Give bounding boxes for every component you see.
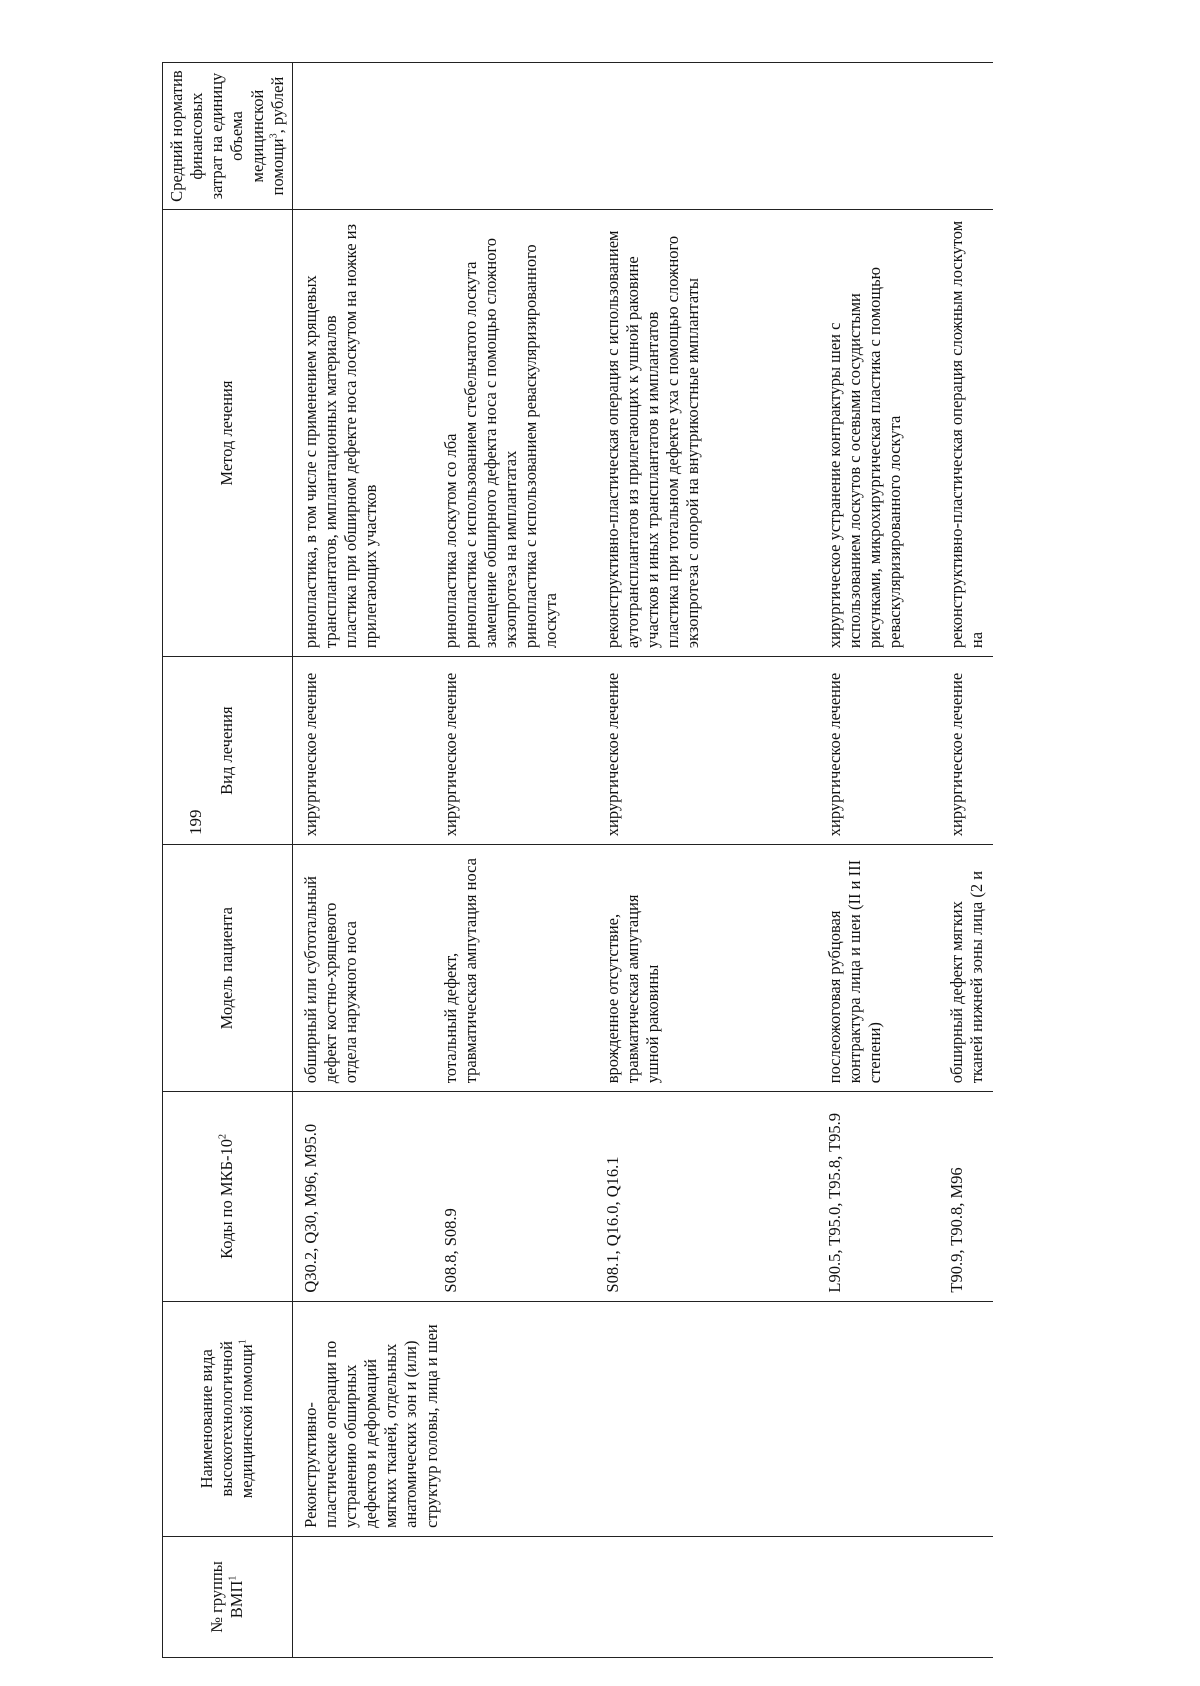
header-patient-model: Модель пациента	[163, 845, 293, 1092]
codes-cell: Q30.2, Q30, M96, M95.0	[292, 1092, 435, 1301]
method-item: ринопластика с использованием реваскуляризированного лоскута	[521, 244, 561, 649]
model-cell: обширный дефект мягких тканей нижней зоны лица (2 и	[941, 845, 993, 1092]
group-number-cell	[292, 1536, 993, 1657]
codes-cell: L90.5, T95.0, T95.8, T95.9	[819, 1092, 941, 1301]
table-row	[292, 63, 435, 1658]
method-item: реконструктивно-пластическая операция с использованием аутотрансплантатов из прилегающих к ушной раковине участков и иных трансплантатов и имплантатов	[602, 230, 662, 649]
model-cell: тотальный дефект, травматическая ампутация носа	[435, 845, 597, 1092]
model-cell: послеожоговая рубцовая контрактура лица и шеи (II и III степени)	[819, 845, 941, 1092]
type-cell: хирургическое лечение	[435, 657, 597, 845]
type-cell: хирургическое лечение	[819, 657, 941, 845]
method-cell	[435, 210, 597, 657]
codes-cell: S08.8, S08.9	[435, 1092, 597, 1301]
model-cell: обширный или субтотальный дефект костно-хрящевого отдела наружного носа	[292, 845, 435, 1092]
codes-cell: T90.9, T90.8, M96	[941, 1092, 993, 1301]
method-item: ринопластика лоскутом со лба	[440, 433, 460, 649]
procedures-table-rotated	[162, 62, 1200, 1658]
header-icd-codes: Коды по МКБ-$10^2$	[163, 1092, 293, 1301]
type-cell: хирургическое лечение	[597, 657, 819, 845]
codes-cell: S08.1, Q16.0, Q16.1	[597, 1092, 819, 1301]
method-item: хирургическое устранение контрактуры шеи с использованием лоскутов с осевыми сосудистыми рисунками, микрохирургическая пластика с помощью реваскуляризированного лоскута	[824, 267, 905, 649]
header-treatment-type: Вид лечения	[163, 657, 293, 845]
page-number: 199	[186, 809, 205, 835]
model-cell: врожденное отсутствие, травматическая ампутация ушной раковины	[597, 845, 819, 1092]
header-care-name: Наименование вида высокотехнологичной медицинской помощи$^1$	[163, 1301, 293, 1536]
header-group-number: № группы ВМП$^1$	[163, 1536, 293, 1657]
method-cell	[941, 210, 993, 657]
method-item: замещение обширного дефекта носа с помощью сложного экзопротеза на имплантатах	[481, 237, 521, 649]
method-item: ринопластика, в том числе с применением хрящевых трансплантатов, имплантационных материалов	[300, 275, 340, 649]
type-cell: хирургическое лечение	[292, 657, 435, 845]
method-item: ринопластика с использованием стебельчатого лоскута	[460, 261, 480, 649]
method-item: реконструктивно-пластическая операция сложным лоскутом на	[946, 220, 986, 649]
procedures-table	[162, 62, 993, 1658]
header-treatment-method: Метод лечения	[163, 210, 293, 657]
header-row	[163, 63, 293, 1658]
method-cell	[819, 210, 941, 657]
type-cell: хирургическое лечение	[941, 657, 993, 845]
cost-cell	[292, 63, 993, 210]
method-cell	[597, 210, 819, 657]
method-item: пластика при обширном дефекте носа лоскутом на ножке из прилегающих участков	[341, 223, 381, 649]
method-cell	[292, 210, 435, 657]
method-item: пластика при тотальном дефекте уха с помощью сложного экзопротеза с опорой на внутрикостные имплантаты	[663, 235, 703, 649]
group-name-cell: Реконструктивно-пластические операции по устранению обширных дефектов и деформаций мягких тканей, отдельных анатомических зон и (или) структур головы, лица и шеи	[292, 1301, 993, 1536]
header-cost-norm: Средний норматив финансовых затрат на единицу объема медицинской помощи$^3$, рублей	[163, 63, 293, 210]
